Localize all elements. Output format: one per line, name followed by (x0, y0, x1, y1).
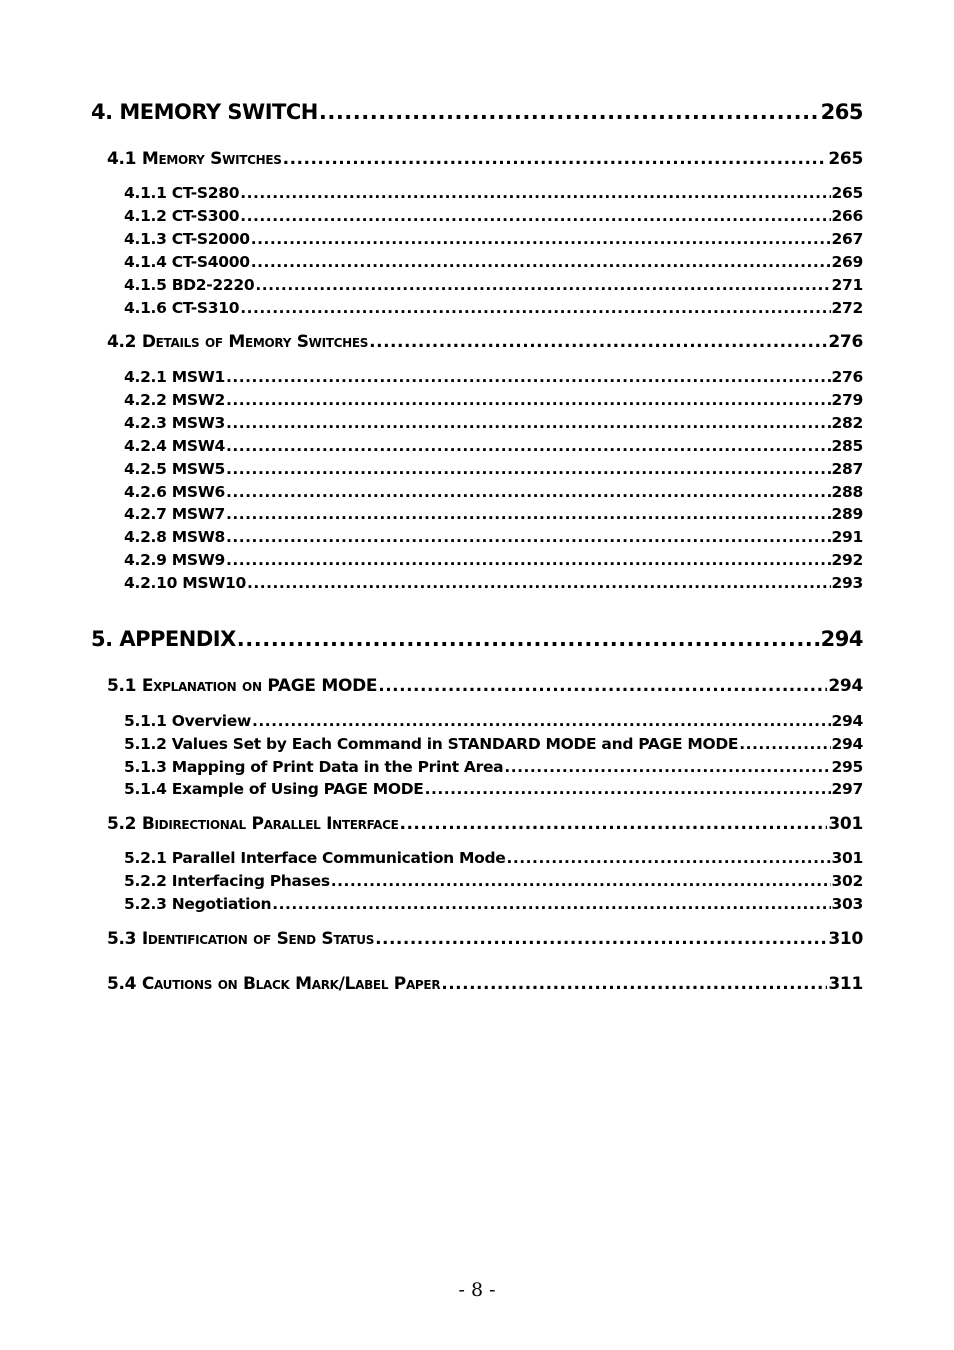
toc-entry-title: 4.2.9 MSW9 (124, 551, 225, 569)
toc-entry-title: 5.1.3 Mapping of Print Data in the Print Area (124, 758, 504, 776)
toc-entry-page: 303 (831, 895, 863, 913)
toc-entry-title: 5.2.2 Interfacing Phases (124, 872, 330, 890)
toc-entry-page: 311 (828, 974, 863, 994)
dot-leader (283, 149, 828, 169)
toc-entry-5-1-1[interactable] (124, 712, 863, 730)
dot-leader (425, 780, 831, 798)
toc-entry-4-1-5[interactable] (124, 276, 863, 294)
dot-leader (226, 368, 831, 386)
toc-entry-title: 4.2.2 MSW2 (124, 391, 225, 409)
toc-entry-title: 4.1.6 CT-S310 (124, 299, 240, 317)
toc-entry-title: 4.2.10 MSW10 (124, 574, 246, 592)
dot-leader (226, 460, 831, 478)
toc-entry-title: 5.3 Identification of Send Status (107, 929, 375, 949)
toc-entry-page: 292 (831, 551, 863, 569)
toc-entry-title-part: 5.1 Explanation on (107, 676, 268, 696)
toc-entry-page: 287 (831, 460, 863, 478)
toc-entry-title: 4.1 Memory Switches (107, 149, 282, 169)
toc-entry-title: 5. APPENDIX (91, 627, 236, 651)
dot-leader (507, 849, 831, 867)
dot-leader (226, 483, 831, 501)
toc-entry-section-5-2[interactable] (107, 814, 863, 834)
toc-entry-5-2-3[interactable] (124, 895, 863, 913)
toc-entry-page: 302 (831, 872, 863, 890)
dot-leader (240, 184, 830, 202)
toc-entry-4-1-6[interactable] (124, 299, 863, 317)
toc-entry-page: 272 (831, 299, 863, 317)
toc-entry-5-2-2[interactable] (124, 872, 863, 890)
toc-entry-title: 4.1.4 CT-S4000 (124, 253, 250, 271)
toc-entry-page: 289 (831, 505, 863, 523)
toc-entry-page: 285 (831, 437, 863, 455)
dot-leader (251, 253, 831, 271)
toc-entry-4-2-8[interactable] (124, 528, 863, 546)
dot-leader (226, 414, 831, 432)
toc-entry-page: 267 (831, 230, 863, 248)
toc-entry-title: 4.2.8 MSW8 (124, 528, 225, 546)
dot-leader (247, 574, 831, 592)
toc-entry-4-1-2[interactable] (124, 207, 863, 225)
toc-entry-4-1-3[interactable] (124, 230, 863, 248)
toc-entry-section-5-4[interactable] (107, 974, 863, 994)
toc-entry-page: 293 (831, 574, 863, 592)
toc-entry-page: 301 (828, 814, 863, 834)
dot-leader (240, 207, 830, 225)
dot-leader (226, 437, 831, 455)
toc-entry-page: 271 (831, 276, 863, 294)
toc-entry-page: 310 (828, 929, 863, 949)
toc-entry-4-2-9[interactable] (124, 551, 863, 569)
toc-entry-section-5-1[interactable] (107, 676, 863, 696)
dot-leader (441, 974, 827, 994)
toc-entry-title: 4.1.3 CT-S2000 (124, 230, 250, 248)
toc-entry-page: 295 (831, 758, 863, 776)
toc-entry-section-5-3[interactable] (107, 929, 863, 949)
toc-entry-title: 4.2.6 MSW6 (124, 483, 225, 501)
toc-entry-title: 4.2.7 MSW7 (124, 505, 225, 523)
toc-entry-4-2-1[interactable] (124, 368, 863, 386)
toc-entry-4-2-10[interactable] (124, 574, 863, 592)
toc-entry-title: 5.2 Bidirectional Parallel Interface (107, 814, 399, 834)
dot-leader (255, 276, 830, 294)
toc-entry-page: 279 (831, 391, 863, 409)
dot-leader (378, 676, 827, 696)
toc-entry-4-2-5[interactable] (124, 460, 863, 478)
toc-entry-page: 269 (831, 253, 863, 271)
toc-entry-title: 4.2.4 MSW4 (124, 437, 225, 455)
toc-entry-title: 4.2.3 MSW3 (124, 414, 225, 432)
toc-entry-page: 276 (828, 332, 863, 352)
dot-leader (331, 872, 831, 890)
dot-leader (375, 929, 827, 949)
toc-entry-title: 4.1.5 BD2-2220 (124, 276, 255, 294)
dot-leader (237, 627, 820, 651)
toc-entry-title: 4.1.1 CT-S280 (124, 184, 240, 202)
page-number: - 8 - (458, 1279, 496, 1301)
toc-entry-page: 294 (820, 627, 863, 651)
toc-entry-page: 294 (828, 676, 863, 696)
toc-entry-title: 4.2.5 MSW5 (124, 460, 225, 478)
toc-entry-page: 265 (831, 184, 863, 202)
toc-entry-title: 4.1.2 CT-S300 (124, 207, 240, 225)
dot-leader (240, 299, 830, 317)
toc-entry-title: 4. MEMORY SWITCH (91, 100, 318, 124)
toc-entry-title: 5.4 Cautions on Black Mark/Label Paper (107, 974, 441, 994)
dot-leader (226, 528, 831, 546)
toc-entry-4-2-7[interactable] (124, 505, 863, 523)
toc-entry-5-2-1[interactable] (124, 849, 863, 867)
toc-entry-page: 301 (831, 849, 863, 867)
toc-entry-page: 265 (820, 100, 863, 124)
toc-entry-page: 291 (831, 528, 863, 546)
dot-leader (251, 230, 831, 248)
dot-leader (226, 505, 831, 523)
toc-entry-chapter-5[interactable] (91, 627, 863, 651)
toc-entry-5-1-2[interactable] (124, 735, 863, 753)
toc-entry-4-2-6[interactable] (124, 483, 863, 501)
toc-entry-title: 5.1.2 Values Set by Each Command in STANDARD MODE and PAGE MODE (124, 735, 739, 753)
toc-entry-page: 265 (828, 149, 863, 169)
toc-entry-chapter-4[interactable] (91, 100, 863, 124)
toc-entry-4-2-3[interactable] (124, 414, 863, 432)
toc-entry-page: 294 (831, 712, 863, 730)
toc-entry-5-1-3[interactable] (124, 758, 863, 776)
toc-entry-title: 4.2 Details of Memory Switches (107, 332, 369, 352)
toc-entry-5-1-4[interactable] (124, 780, 863, 798)
dot-leader (252, 712, 831, 730)
dot-leader (504, 758, 830, 776)
toc-entry-title: 5.1.4 Example of Using PAGE MODE (124, 780, 424, 798)
dot-leader (400, 814, 828, 834)
dot-leader (369, 332, 827, 352)
toc-entry-4-1-1[interactable] (124, 184, 863, 202)
toc-entry-page: 297 (831, 780, 863, 798)
dot-leader (226, 551, 831, 569)
toc-entry-title-part: PAGE MODE (267, 676, 378, 696)
toc-entry-page: 266 (831, 207, 863, 225)
toc-entry-page: 294 (831, 735, 863, 753)
toc-entry-page: 288 (831, 483, 863, 501)
toc-entry-4-2-2[interactable] (124, 391, 863, 409)
toc-entry-section-4-2[interactable] (107, 332, 863, 352)
dot-leader (226, 391, 831, 409)
toc-entry-page: 282 (831, 414, 863, 432)
toc-entry-title: 5.1.1 Overview (124, 712, 252, 730)
toc-entry-title: 5.2.1 Parallel Interface Communication Mode (124, 849, 506, 867)
toc-entry-title (107, 676, 377, 696)
toc-entry-title: 4.2.1 MSW1 (124, 368, 225, 386)
toc-entry-title: 5.2.3 Negotiation (124, 895, 272, 913)
toc-entry-page: 276 (831, 368, 863, 386)
dot-leader (319, 100, 820, 124)
dot-leader (739, 735, 830, 753)
toc-entry-4-2-4[interactable] (124, 437, 863, 455)
dot-leader (272, 895, 830, 913)
toc-entry-4-1-4[interactable] (124, 253, 863, 271)
toc-entry-section-4-1[interactable] (107, 149, 863, 169)
